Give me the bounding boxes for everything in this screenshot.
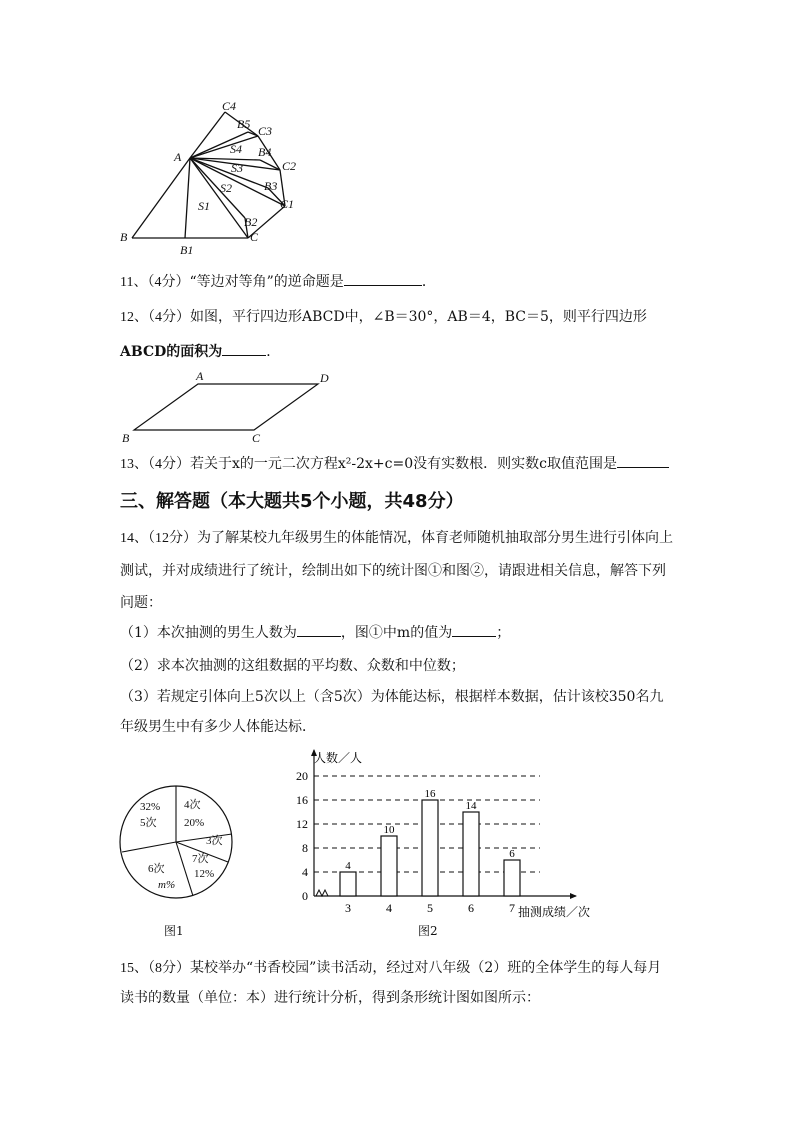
- label-S2: S2: [220, 181, 232, 195]
- pie-label-4-pct: 20%: [184, 817, 205, 829]
- question-14-part1: [120, 623, 510, 643]
- y-tick-label: 0: [302, 889, 308, 903]
- label-B1: B1: [180, 243, 194, 257]
- part-text: ；: [496, 625, 511, 641]
- bar-value-label: 10: [383, 824, 395, 836]
- bar: [504, 860, 520, 896]
- question-15-line2: [120, 988, 540, 1008]
- x-tick-label: 3: [345, 901, 351, 915]
- x-tick-label: 4: [386, 901, 392, 915]
- question-number: 13、（4分）: [120, 457, 190, 472]
- parallelogram-figure: [118, 368, 348, 448]
- y-tick-label: 8: [302, 841, 308, 855]
- y-tick-label: 20: [296, 769, 308, 783]
- part-text: ，图①中m的值为: [340, 625, 453, 641]
- question-text: 测试，并对成绩进行了统计，绘制出如下的统计图①和图②，请跟进相关信息，解答下列: [120, 563, 666, 579]
- bar: [381, 836, 397, 896]
- question-tail: ．: [266, 344, 281, 360]
- question-number: 12、（4分）: [120, 310, 190, 325]
- label-C3: C3: [258, 124, 273, 138]
- part-text: （1）本次抽测的男生人数为: [120, 625, 297, 641]
- question-14-part3-line2: [120, 717, 316, 737]
- question-number: 15、（8分）: [120, 961, 190, 976]
- bar-chart: [278, 748, 608, 926]
- question-text: 为了解某校九年级男生的体能情况，体育老师随机抽取部分男生进行引体向上: [197, 530, 673, 546]
- spiral-triangle-figure: [110, 98, 300, 258]
- question-text: 某校举办“书香校园”读书活动，经过对八年级（2）班的全体学生的每人每月: [190, 960, 662, 976]
- pie-label-4: 4次: [184, 799, 201, 811]
- x-tick-label: 5: [427, 901, 433, 915]
- part-text: 年级男生中有多少人体能达标．: [120, 719, 316, 735]
- pie-label-m: m%: [158, 879, 176, 891]
- answer-blank: [617, 467, 669, 468]
- label-A: A: [174, 150, 182, 164]
- label-A: A: [196, 369, 204, 383]
- label-C2: C2: [282, 159, 297, 173]
- answer-blank: [452, 636, 496, 637]
- label-C4: C4: [222, 99, 237, 113]
- pie-label-5-pct: 32%: [140, 801, 161, 813]
- label-B3: B3: [264, 179, 278, 193]
- bar-value-label: 16: [424, 788, 436, 800]
- x-axis-label: 抽测成绩／次: [518, 905, 591, 919]
- answer-blank: [344, 285, 422, 286]
- question-13: [120, 454, 669, 475]
- pie-label-3: 3次: [206, 835, 223, 847]
- question-text: “等边对等角”的逆命题是: [189, 274, 344, 290]
- bar: [422, 800, 438, 896]
- label-S3: S3: [231, 161, 243, 175]
- label-B5: B5: [237, 117, 251, 131]
- label-B: B: [120, 230, 128, 244]
- question-12: [120, 307, 647, 328]
- label-B2: B2: [244, 215, 258, 229]
- label-B4: B4: [258, 145, 272, 159]
- pie-label-6: 6次: [148, 863, 165, 875]
- bar-value-label: 6: [509, 848, 515, 860]
- part-text: （2）求本次抽测的这组数据的平均数、众数和中位数；: [120, 658, 465, 674]
- question-14-line2: [120, 561, 666, 581]
- label-S1: S1: [198, 199, 210, 213]
- bar-value-label: 14: [465, 800, 477, 812]
- answer-blank: [297, 636, 341, 637]
- question-14-line3: [120, 593, 162, 613]
- y-tick-label: 16: [296, 793, 308, 807]
- question-text: 问题：: [120, 595, 162, 611]
- question-number: 11、（4分）: [120, 275, 190, 290]
- question-14-part3: [120, 687, 663, 707]
- question-text: ABCD的面积为: [120, 344, 223, 360]
- question-number: 14、（12分）: [120, 531, 197, 546]
- label-S4: S4: [230, 142, 242, 156]
- question-tail: ．: [421, 274, 436, 290]
- question-12-line2: [120, 342, 280, 362]
- x-tick-label: 6: [468, 901, 474, 915]
- question-14-part2: [120, 656, 465, 676]
- bar: [463, 812, 479, 896]
- pie-label-5: 5次: [140, 817, 157, 829]
- bar-value-label: 4: [345, 860, 351, 872]
- bar-caption: 图2: [418, 924, 438, 938]
- question-text: 如图，平行四边形ABCD中，∠B＝30°，AB＝4，BC＝5，则平行四边形: [190, 309, 647, 325]
- question-14: [120, 528, 673, 549]
- y-axis-label: 人数／人: [314, 751, 363, 765]
- label-C1: C1: [280, 197, 295, 211]
- question-11: [120, 272, 436, 293]
- label-D: D: [320, 371, 329, 385]
- pie-chart: [118, 784, 238, 904]
- answer-blank: [222, 355, 266, 356]
- pie-caption: 图1: [164, 924, 184, 938]
- bar: [340, 872, 356, 896]
- part-text: （3）若规定引体向上5次以上（含5次）为体能达标，根据样本数据，估计该校350名九: [120, 689, 664, 705]
- y-tick-label: 4: [302, 865, 308, 879]
- question-15: [120, 958, 661, 979]
- y-tick-label: 12: [296, 817, 308, 831]
- label-B: B: [122, 431, 130, 445]
- label-C: C: [250, 230, 259, 244]
- pie-label-7: 7次: [192, 853, 209, 865]
- x-tick-label: 7: [509, 901, 515, 915]
- x-axis-arrow: [570, 893, 577, 899]
- question-text: 若关于x的一元二次方程x²-2x+c=0没有实数根．则实数c取值范围是: [190, 456, 617, 472]
- question-text: 读书的数量（单位：本）进行统计分析，得到条形统计图如图所示：: [120, 990, 540, 1006]
- section-heading: 三、解答题（本大题共5个小题，共48分）: [120, 491, 464, 512]
- label-C: C: [252, 431, 261, 445]
- pie-label-7-pct: 12%: [194, 868, 215, 880]
- axis-break: [316, 890, 328, 896]
